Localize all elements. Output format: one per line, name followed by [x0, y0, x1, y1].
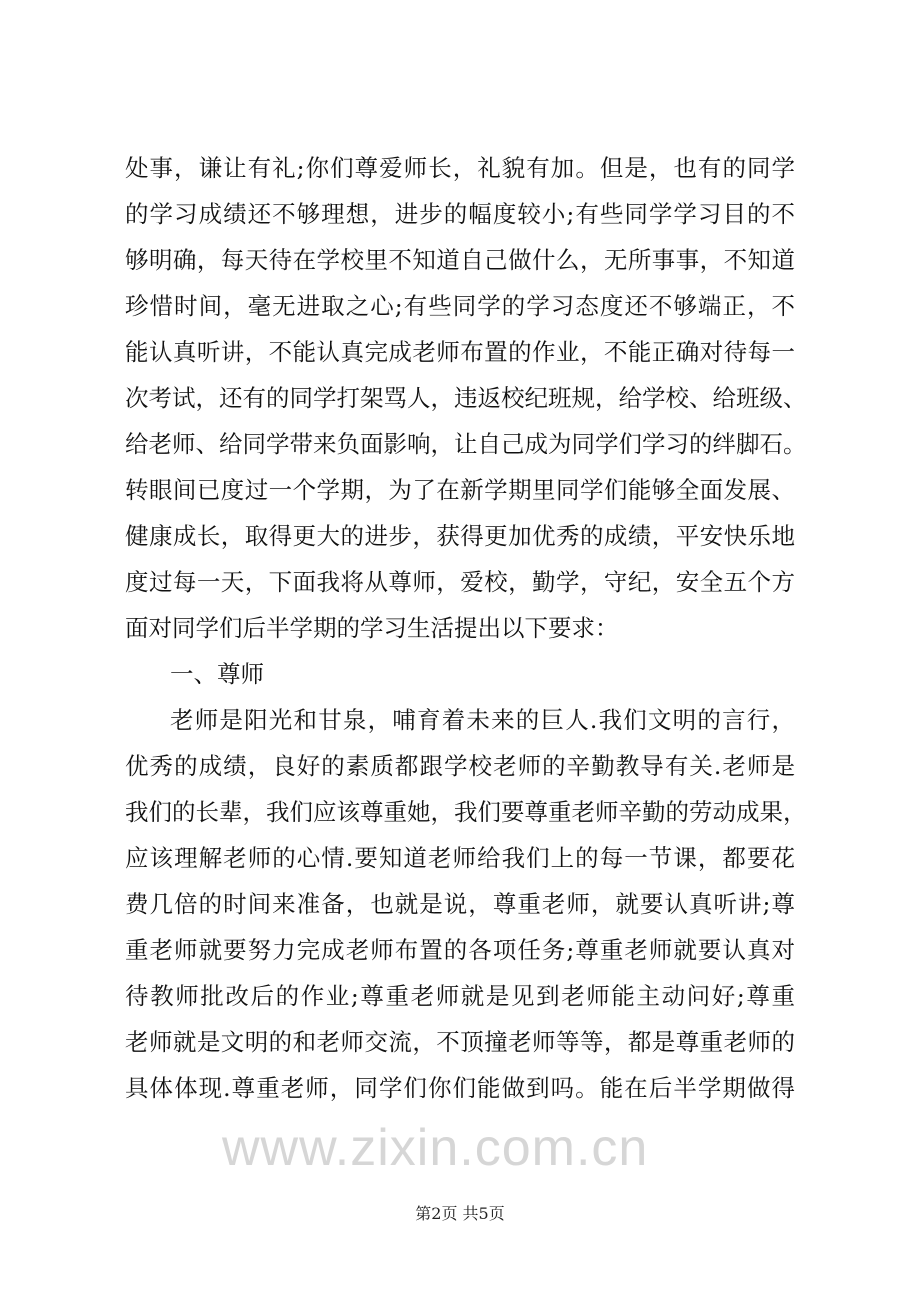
text-line: 够明确，每天待在学校里不知道自己做什么，无所事事，不知道 [125, 246, 795, 274]
text-line: 重老师就要努力完成老师布置的各项任务;尊重老师就要认真对 [125, 936, 795, 964]
text-line: 次考试，还有的同学打架骂人，违返校纪班规，给学校、给班级、 [125, 384, 807, 412]
text-line: 应该理解老师的心情.要知道老师给我们上的每一节课，都要花 [125, 844, 795, 872]
text-line: 的学习成绩还不够理想，进步的幅度较小;有些同学学习目的不 [125, 200, 795, 228]
text-line: 能认真听讲，不能认真完成老师布置的作业，不能正确对待每一 [125, 338, 795, 366]
section-heading: 一、尊师 [170, 660, 264, 688]
text-line: 费几倍的时间来准备，也就是说，尊重老师，就要认真听讲;尊 [125, 890, 795, 918]
text-line: 老师是阳光和甘泉，哺育着未来的巨人.我们文明的言行， [170, 706, 795, 734]
text-line: 老师就是文明的和老师交流，不顶撞老师等等，都是尊重老师的 [125, 1028, 795, 1056]
text-line: 处事，谦让有礼;你们尊爱师长，礼貌有加。但是，也有的同学 [125, 154, 795, 182]
watermark: www.zixin.com.cn [222, 1119, 649, 1177]
text-line: 给老师、给同学带来负面影响，让自己成为同学们学习的绊脚石。 [125, 430, 807, 458]
text-line: 度过每一天，下面我将从尊师，爱校，勤学，守纪，安全五个方 [125, 568, 795, 596]
text-line: 面对同学们后半学期的学习生活提出以下要求： [125, 614, 619, 642]
text-line: 优秀的成绩，良好的素质都跟学校老师的辛勤教导有关.老师是 [125, 752, 795, 780]
text-line: 我们的长辈，我们应该尊重她，我们要尊重老师辛勤的劳动成果， [125, 798, 807, 826]
page-number-footer: 第2页 共5页 [415, 1204, 505, 1223]
text-line: 珍惜时间，毫无进取之心;有些同学的学习态度还不够端正，不 [125, 292, 795, 320]
text-line: 转眼间已度过一个学期，为了在新学期里同学们能够全面发展、 [125, 476, 795, 504]
text-line: 健康成长，取得更大的进步，获得更加优秀的成绩，平安快乐地 [125, 522, 795, 550]
text-line: 具体体现.尊重老师，同学们你们能做到吗。能在后半学期做得 [125, 1074, 795, 1102]
text-line: 待教师批改后的作业;尊重老师就是见到老师能主动问好;尊重 [125, 982, 795, 1010]
